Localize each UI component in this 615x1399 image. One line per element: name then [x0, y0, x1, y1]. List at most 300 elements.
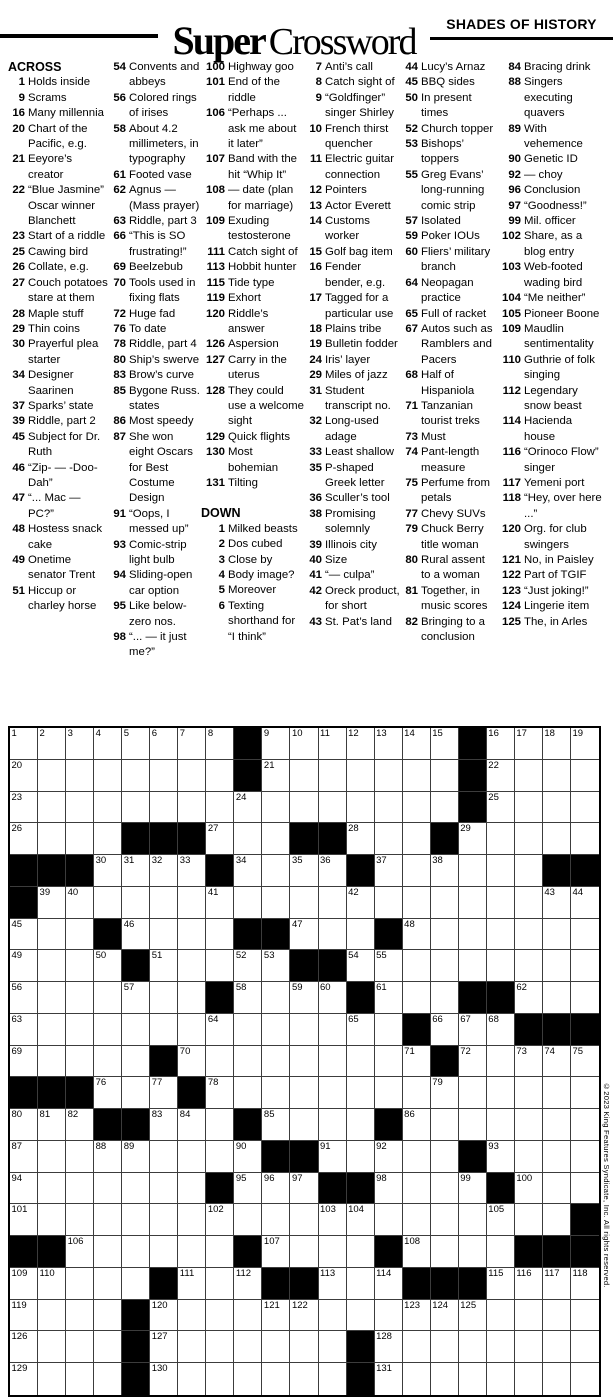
grid-cell[interactable]	[347, 760, 375, 792]
grid-cell[interactable]	[347, 1236, 375, 1268]
grid-cell[interactable]	[66, 1363, 94, 1395]
grid-cell[interactable]	[290, 1363, 318, 1395]
grid-cell[interactable]	[375, 760, 403, 792]
grid-cell[interactable]	[571, 1046, 599, 1078]
grid-cell[interactable]	[543, 1077, 571, 1109]
grid-cell[interactable]	[178, 950, 206, 982]
grid-cell[interactable]	[178, 1109, 206, 1141]
grid-cell[interactable]	[543, 792, 571, 824]
grid-cell[interactable]	[38, 823, 66, 855]
grid-cell[interactable]	[262, 823, 290, 855]
grid-cell[interactable]	[403, 1363, 431, 1395]
grid-cell[interactable]	[94, 823, 122, 855]
grid-cell[interactable]	[38, 887, 66, 919]
grid-cell[interactable]	[94, 1363, 122, 1395]
grid-cell[interactable]	[515, 1363, 543, 1395]
grid-cell[interactable]	[10, 1268, 38, 1300]
grid-cell[interactable]	[262, 1173, 290, 1205]
grid-cell[interactable]	[38, 728, 66, 760]
grid-cell[interactable]	[375, 1077, 403, 1109]
grid-cell[interactable]	[94, 760, 122, 792]
grid-cell[interactable]	[178, 919, 206, 951]
grid-cell[interactable]	[515, 760, 543, 792]
grid-cell[interactable]	[515, 1300, 543, 1332]
grid-cell[interactable]	[150, 1236, 178, 1268]
grid-cell[interactable]	[487, 1236, 515, 1268]
grid-cell[interactable]	[262, 855, 290, 887]
grid-cell[interactable]	[150, 792, 178, 824]
grid-cell[interactable]	[515, 728, 543, 760]
grid-cell[interactable]	[10, 1331, 38, 1363]
grid-cell[interactable]	[262, 887, 290, 919]
grid-cell[interactable]	[10, 728, 38, 760]
grid-cell[interactable]	[234, 1363, 262, 1395]
grid-cell[interactable]	[262, 1204, 290, 1236]
grid-cell[interactable]	[66, 1204, 94, 1236]
grid-cell[interactable]	[515, 855, 543, 887]
grid-cell[interactable]	[403, 1173, 431, 1205]
grid-cell[interactable]	[375, 792, 403, 824]
grid-cell[interactable]	[403, 823, 431, 855]
grid-cell[interactable]	[38, 982, 66, 1014]
grid-cell[interactable]	[38, 760, 66, 792]
grid-cell[interactable]	[206, 1077, 234, 1109]
grid-cell[interactable]	[122, 792, 150, 824]
grid-cell[interactable]	[403, 1204, 431, 1236]
grid-cell[interactable]	[375, 855, 403, 887]
grid-cell[interactable]	[459, 1014, 487, 1046]
grid-cell[interactable]	[122, 1046, 150, 1078]
grid-cell[interactable]	[10, 919, 38, 951]
grid-cell[interactable]	[94, 1236, 122, 1268]
grid-cell[interactable]	[10, 1363, 38, 1395]
grid-cell[interactable]	[403, 1141, 431, 1173]
grid-cell[interactable]	[515, 950, 543, 982]
grid-cell[interactable]	[66, 760, 94, 792]
grid-cell[interactable]	[234, 1204, 262, 1236]
grid-cell[interactable]	[10, 1014, 38, 1046]
grid-cell[interactable]	[459, 1363, 487, 1395]
grid-cell[interactable]	[403, 760, 431, 792]
grid-cell[interactable]	[122, 1268, 150, 1300]
grid-cell[interactable]	[290, 1236, 318, 1268]
grid-cell[interactable]	[431, 1109, 459, 1141]
grid-cell[interactable]	[94, 728, 122, 760]
grid-cell[interactable]	[347, 792, 375, 824]
grid-cell[interactable]	[94, 1014, 122, 1046]
grid-cell[interactable]	[234, 792, 262, 824]
grid-cell[interactable]	[262, 760, 290, 792]
grid-cell[interactable]	[403, 792, 431, 824]
grid-cell[interactable]	[403, 1331, 431, 1363]
grid-cell[interactable]	[571, 792, 599, 824]
grid-cell[interactable]	[234, 1077, 262, 1109]
grid-cell[interactable]	[431, 887, 459, 919]
grid-cell[interactable]	[262, 728, 290, 760]
grid-cell[interactable]	[150, 982, 178, 1014]
grid-cell[interactable]	[487, 950, 515, 982]
grid-cell[interactable]	[403, 1077, 431, 1109]
grid-cell[interactable]	[543, 1268, 571, 1300]
grid-cell[interactable]	[487, 823, 515, 855]
grid-cell[interactable]	[515, 1046, 543, 1078]
grid-cell[interactable]	[487, 1204, 515, 1236]
grid-cell[interactable]	[206, 1236, 234, 1268]
grid-cell[interactable]	[375, 1014, 403, 1046]
grid-cell[interactable]	[459, 1077, 487, 1109]
grid-cell[interactable]	[459, 823, 487, 855]
grid-cell[interactable]	[543, 1363, 571, 1395]
grid-cell[interactable]	[122, 1236, 150, 1268]
grid-cell[interactable]	[571, 982, 599, 1014]
grid-cell[interactable]	[319, 887, 347, 919]
grid-cell[interactable]	[515, 1077, 543, 1109]
grid-cell[interactable]	[66, 1331, 94, 1363]
grid-cell[interactable]	[94, 1141, 122, 1173]
grid-cell[interactable]	[543, 950, 571, 982]
grid-cell[interactable]	[487, 1300, 515, 1332]
grid-cell[interactable]	[571, 919, 599, 951]
grid-cell[interactable]	[206, 1141, 234, 1173]
grid-cell[interactable]	[206, 1363, 234, 1395]
grid-cell[interactable]	[515, 887, 543, 919]
grid-cell[interactable]	[234, 887, 262, 919]
grid-cell[interactable]	[94, 950, 122, 982]
grid-cell[interactable]	[150, 1014, 178, 1046]
grid-cell[interactable]	[515, 1173, 543, 1205]
grid-cell[interactable]	[234, 1014, 262, 1046]
grid-cell[interactable]	[38, 1300, 66, 1332]
grid-cell[interactable]	[543, 919, 571, 951]
grid-cell[interactable]	[178, 887, 206, 919]
grid-cell[interactable]	[459, 1173, 487, 1205]
grid-cell[interactable]	[178, 1236, 206, 1268]
grid-cell[interactable]	[66, 823, 94, 855]
grid-cell[interactable]	[94, 1046, 122, 1078]
grid-cell[interactable]	[487, 1141, 515, 1173]
grid-cell[interactable]	[459, 1331, 487, 1363]
grid-cell[interactable]	[403, 950, 431, 982]
grid-cell[interactable]	[150, 1300, 178, 1332]
grid-cell[interactable]	[319, 1300, 347, 1332]
grid-cell[interactable]	[38, 1331, 66, 1363]
grid-cell[interactable]	[319, 1014, 347, 1046]
grid-cell[interactable]	[150, 1173, 178, 1205]
grid-cell[interactable]	[431, 760, 459, 792]
grid-cell[interactable]	[262, 1077, 290, 1109]
grid-cell[interactable]	[122, 855, 150, 887]
grid-cell[interactable]	[38, 1268, 66, 1300]
grid-cell[interactable]	[66, 887, 94, 919]
grid-cell[interactable]	[150, 728, 178, 760]
grid-cell[interactable]	[262, 950, 290, 982]
grid-cell[interactable]	[375, 1141, 403, 1173]
grid-cell[interactable]	[178, 1268, 206, 1300]
grid-cell[interactable]	[487, 855, 515, 887]
grid-cell[interactable]	[178, 982, 206, 1014]
grid-cell[interactable]	[347, 1204, 375, 1236]
grid-cell[interactable]	[38, 1141, 66, 1173]
grid-cell[interactable]	[262, 1236, 290, 1268]
grid-cell[interactable]	[515, 1141, 543, 1173]
grid-cell[interactable]	[206, 1331, 234, 1363]
grid-cell[interactable]	[319, 919, 347, 951]
grid-cell[interactable]	[94, 982, 122, 1014]
grid-cell[interactable]	[319, 792, 347, 824]
grid-cell[interactable]	[178, 792, 206, 824]
grid-cell[interactable]	[66, 1236, 94, 1268]
grid-cell[interactable]	[234, 823, 262, 855]
grid-cell[interactable]	[515, 792, 543, 824]
grid-cell[interactable]	[403, 728, 431, 760]
grid-cell[interactable]	[66, 1268, 94, 1300]
grid-cell[interactable]	[347, 728, 375, 760]
grid-cell[interactable]	[178, 855, 206, 887]
grid-cell[interactable]	[290, 919, 318, 951]
grid-cell[interactable]	[234, 1331, 262, 1363]
grid-cell[interactable]	[543, 1300, 571, 1332]
grid-cell[interactable]	[571, 823, 599, 855]
grid-cell[interactable]	[38, 1014, 66, 1046]
grid-cell[interactable]	[206, 1046, 234, 1078]
grid-cell[interactable]	[66, 1046, 94, 1078]
grid-cell[interactable]	[571, 1173, 599, 1205]
grid-cell[interactable]	[10, 1204, 38, 1236]
grid-cell[interactable]	[206, 823, 234, 855]
grid-cell[interactable]	[515, 982, 543, 1014]
grid-cell[interactable]	[262, 792, 290, 824]
grid-cell[interactable]	[150, 1141, 178, 1173]
grid-cell[interactable]	[178, 1204, 206, 1236]
grid-cell[interactable]	[487, 728, 515, 760]
grid-cell[interactable]	[459, 1300, 487, 1332]
grid-cell[interactable]	[234, 1173, 262, 1205]
grid-cell[interactable]	[431, 950, 459, 982]
grid-cell[interactable]	[38, 1363, 66, 1395]
grid-cell[interactable]	[10, 1300, 38, 1332]
grid-cell[interactable]	[543, 1046, 571, 1078]
grid-cell[interactable]	[206, 760, 234, 792]
grid-cell[interactable]	[375, 982, 403, 1014]
grid-cell[interactable]	[319, 1046, 347, 1078]
grid-cell[interactable]	[347, 823, 375, 855]
grid-cell[interactable]	[290, 982, 318, 1014]
grid-cell[interactable]	[347, 950, 375, 982]
grid-cell[interactable]	[375, 1046, 403, 1078]
grid-cell[interactable]	[122, 982, 150, 1014]
grid-cell[interactable]	[431, 919, 459, 951]
grid-cell[interactable]	[459, 919, 487, 951]
grid-cell[interactable]	[375, 1331, 403, 1363]
grid-cell[interactable]	[94, 1204, 122, 1236]
grid-cell[interactable]	[543, 1204, 571, 1236]
grid-cell[interactable]	[459, 1236, 487, 1268]
grid-cell[interactable]	[290, 792, 318, 824]
grid-cell[interactable]	[10, 1173, 38, 1205]
grid-cell[interactable]	[543, 887, 571, 919]
grid-cell[interactable]	[178, 1046, 206, 1078]
grid-cell[interactable]	[319, 1077, 347, 1109]
grid-cell[interactable]	[234, 1046, 262, 1078]
grid-cell[interactable]	[290, 760, 318, 792]
grid-cell[interactable]	[375, 1300, 403, 1332]
grid-cell[interactable]	[10, 1141, 38, 1173]
grid-cell[interactable]	[290, 1077, 318, 1109]
grid-cell[interactable]	[178, 760, 206, 792]
grid-cell[interactable]	[234, 950, 262, 982]
grid-cell[interactable]	[515, 1331, 543, 1363]
grid-cell[interactable]	[66, 1014, 94, 1046]
grid-cell[interactable]	[543, 728, 571, 760]
grid-cell[interactable]	[178, 1014, 206, 1046]
grid-cell[interactable]	[10, 823, 38, 855]
grid-cell[interactable]	[403, 1236, 431, 1268]
grid-cell[interactable]	[150, 919, 178, 951]
grid-cell[interactable]	[459, 1204, 487, 1236]
grid-cell[interactable]	[459, 887, 487, 919]
grid-cell[interactable]	[319, 1204, 347, 1236]
grid-cell[interactable]	[206, 950, 234, 982]
grid-cell[interactable]	[66, 1109, 94, 1141]
grid-cell[interactable]	[403, 855, 431, 887]
grid-cell[interactable]	[487, 1363, 515, 1395]
grid-cell[interactable]	[262, 1363, 290, 1395]
grid-cell[interactable]	[375, 823, 403, 855]
grid-cell[interactable]	[431, 1331, 459, 1363]
grid-cell[interactable]	[206, 792, 234, 824]
grid-cell[interactable]	[487, 1268, 515, 1300]
grid-cell[interactable]	[403, 1300, 431, 1332]
grid-cell[interactable]	[515, 919, 543, 951]
grid-cell[interactable]	[234, 1300, 262, 1332]
grid-cell[interactable]	[38, 919, 66, 951]
grid-cell[interactable]	[571, 1268, 599, 1300]
grid-cell[interactable]	[38, 1046, 66, 1078]
grid-cell[interactable]	[290, 1331, 318, 1363]
grid-cell[interactable]	[290, 1173, 318, 1205]
grid-cell[interactable]	[375, 950, 403, 982]
grid-cell[interactable]	[487, 919, 515, 951]
grid-cell[interactable]	[122, 1077, 150, 1109]
grid-cell[interactable]	[403, 1109, 431, 1141]
grid-cell[interactable]	[347, 1046, 375, 1078]
grid-cell[interactable]	[431, 792, 459, 824]
grid-cell[interactable]	[571, 1077, 599, 1109]
grid-cell[interactable]	[206, 1300, 234, 1332]
grid-cell[interactable]	[262, 1331, 290, 1363]
grid-cell[interactable]	[66, 1300, 94, 1332]
grid-cell[interactable]	[66, 950, 94, 982]
grid-cell[interactable]	[94, 1268, 122, 1300]
grid-cell[interactable]	[94, 855, 122, 887]
grid-cell[interactable]	[459, 950, 487, 982]
grid-cell[interactable]	[290, 1046, 318, 1078]
grid-cell[interactable]	[150, 950, 178, 982]
grid-cell[interactable]	[543, 982, 571, 1014]
grid-cell[interactable]	[66, 1173, 94, 1205]
grid-cell[interactable]	[347, 1109, 375, 1141]
grid-cell[interactable]	[571, 1141, 599, 1173]
grid-cell[interactable]	[431, 1014, 459, 1046]
grid-cell[interactable]	[10, 792, 38, 824]
grid-cell[interactable]	[262, 982, 290, 1014]
grid-cell[interactable]	[319, 1268, 347, 1300]
grid-cell[interactable]	[66, 919, 94, 951]
grid-cell[interactable]	[347, 887, 375, 919]
grid-cell[interactable]	[543, 823, 571, 855]
grid-cell[interactable]	[571, 1331, 599, 1363]
grid-cell[interactable]	[150, 1363, 178, 1395]
grid-cell[interactable]	[178, 1363, 206, 1395]
grid-cell[interactable]	[122, 887, 150, 919]
grid-cell[interactable]	[375, 1204, 403, 1236]
grid-cell[interactable]	[262, 1014, 290, 1046]
grid-cell[interactable]	[571, 1109, 599, 1141]
grid-cell[interactable]	[150, 855, 178, 887]
grid-cell[interactable]	[150, 1109, 178, 1141]
grid-cell[interactable]	[403, 1046, 431, 1078]
grid-cell[interactable]	[150, 1077, 178, 1109]
grid-cell[interactable]	[431, 1204, 459, 1236]
grid-cell[interactable]	[319, 1331, 347, 1363]
grid-cell[interactable]	[66, 982, 94, 1014]
grid-cell[interactable]	[431, 1077, 459, 1109]
grid-cell[interactable]	[319, 982, 347, 1014]
grid-cell[interactable]	[94, 1077, 122, 1109]
grid-cell[interactable]	[571, 887, 599, 919]
grid-cell[interactable]	[487, 1077, 515, 1109]
grid-cell[interactable]	[178, 1141, 206, 1173]
grid-cell[interactable]	[571, 950, 599, 982]
grid-cell[interactable]	[403, 982, 431, 1014]
grid-cell[interactable]	[262, 1300, 290, 1332]
grid-cell[interactable]	[431, 855, 459, 887]
grid-cell[interactable]	[178, 1173, 206, 1205]
grid-cell[interactable]	[375, 728, 403, 760]
grid-cell[interactable]	[290, 855, 318, 887]
grid-cell[interactable]	[262, 1109, 290, 1141]
grid-cell[interactable]	[515, 1109, 543, 1141]
grid-cell[interactable]	[10, 1109, 38, 1141]
grid-cell[interactable]	[150, 887, 178, 919]
grid-cell[interactable]	[459, 1109, 487, 1141]
grid-cell[interactable]	[319, 760, 347, 792]
grid-cell[interactable]	[431, 1173, 459, 1205]
grid-cell[interactable]	[10, 950, 38, 982]
grid-cell[interactable]	[347, 919, 375, 951]
grid-cell[interactable]	[122, 1014, 150, 1046]
grid-cell[interactable]	[571, 1300, 599, 1332]
grid-cell[interactable]	[487, 887, 515, 919]
grid-cell[interactable]	[38, 792, 66, 824]
grid-cell[interactable]	[150, 1331, 178, 1363]
grid-cell[interactable]	[375, 1173, 403, 1205]
grid-cell[interactable]	[290, 1204, 318, 1236]
grid-cell[interactable]	[543, 1331, 571, 1363]
grid-cell[interactable]	[38, 950, 66, 982]
grid-cell[interactable]	[571, 760, 599, 792]
grid-cell[interactable]	[234, 982, 262, 1014]
grid-cell[interactable]	[290, 1109, 318, 1141]
grid-cell[interactable]	[122, 1141, 150, 1173]
grid-cell[interactable]	[431, 1363, 459, 1395]
grid-cell[interactable]	[571, 1363, 599, 1395]
grid-cell[interactable]	[347, 1077, 375, 1109]
grid-cell[interactable]	[543, 1141, 571, 1173]
grid-cell[interactable]	[122, 1204, 150, 1236]
grid-cell[interactable]	[122, 1173, 150, 1205]
grid-cell[interactable]	[319, 1109, 347, 1141]
